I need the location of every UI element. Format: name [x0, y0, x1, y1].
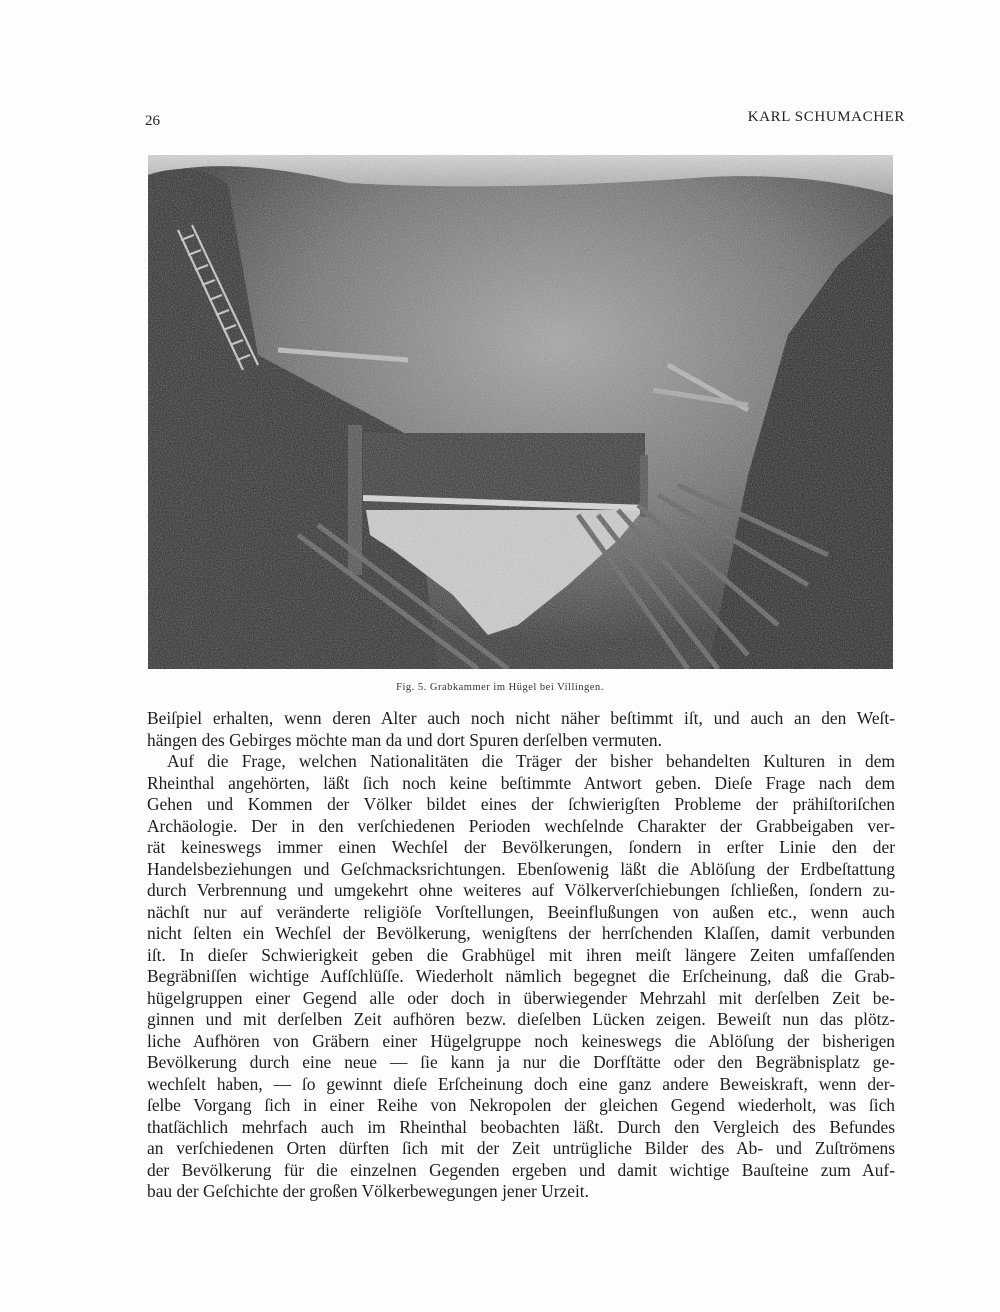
text-line: nicht ſelten ein Wechſel der Bevölkerung, wenigſtens der herrſchenden Klaſſen, damit verbunden	[147, 923, 895, 943]
text-line: Archäologie. Der in den verſchiedenen Perioden wechſelnde Charakter der Grabbeigaben ver-	[147, 815, 895, 836]
running-header-author: KARL SCHUMACHER	[747, 109, 905, 125]
text-line: liche Aufhören von Gräbern einer Hügelgruppe noch keineswegs die Ablöſung der bisherigen	[147, 1030, 895, 1051]
text-line: Rheinthal angehörten, läßt ſich noch keine beſtimmte Antwort geben. Dieſe Frage nach dem	[147, 772, 895, 793]
text-line: ſelbe Vorgang ſich in einer Reihe von Nekropolen der gleichen Gegend wiederholt, was ſich	[147, 1095, 895, 1115]
text-line: hügelgruppen einer Gegend alle oder doch in überwiegender Mehrzahl mit derſelben Zeit be-	[147, 987, 895, 1008]
text-line: an verſchiedenen Orten dürften ſich mit der Zeit untrügliche Bilder des Ab- und Zuſtrömens	[147, 1138, 895, 1158]
body-text	[147, 708, 895, 1203]
photo-grain	[148, 155, 893, 669]
text-line: Handelsbeziehungen und Geſchmacksrichtungen. Ebenſowenig läßt die Ablöſung der Erdbeſtattung	[147, 858, 895, 879]
page-number: 26	[145, 113, 160, 129]
text-line: rät keineswegs immer einen Wechſel der Bevölkerungen, ſondern in erſter Linie den der	[147, 837, 895, 857]
text-line: Auf die Frage, welchen Nationalitäten die Träger der bisher behandelten Kulturen in dem	[167, 751, 895, 771]
text-line: hängen des Gebirges möchte man da und dort Spuren derſelben vermuten.	[147, 729, 662, 750]
text-line: ginnen und mit derſelben Zeit aufhören bezw. dieſelben Lücken zeigen. Beweiſt nun das plötz-	[147, 1009, 895, 1029]
text-line: der Bevölkerung für die einzelnen Gegenden ergeben und damit wichtige Bauſteine zum Auf-	[147, 1159, 895, 1180]
text-line: Begräbniſſen wichtige Aufſchlüſſe. Wiederholt nämlich begegnet die Erſcheinung, daß die Grab-	[147, 966, 895, 986]
text-line: iſt. In dieſer Schwierigkeit geben die Grabhügel mit ihren meiſt längere Zeiten umfaſſenden	[147, 944, 895, 965]
text-line: durch Verbrennung und umgekehrt ohne weiteres auf Völkerverſchiebungen ſchließen, ſondern zu-	[147, 880, 895, 900]
text-line: Beiſpiel erhalten, wenn deren Alter auch noch nicht näher beſtimmt iſt, und auch an den Weſt-	[147, 708, 895, 728]
text-line: wechſelt haben, — ſo gewinnt dieſe Erſcheinung doch eine ganz andere Beweiskraft, wenn der-	[147, 1073, 895, 1094]
excavation-photo	[148, 155, 893, 669]
text-line: thatſächlich mehrfach auch im Rheinthal beobachten läßt. Durch den Vergleich des Befundes	[147, 1116, 895, 1137]
figure-caption: Fig. 5. Grabkammer im Hügel bei Villingen.	[396, 682, 604, 693]
text-line: Bevölkerung durch eine neue — ſie kann ja nur die Dorfſtätte oder den Begräbnisplatz ge-	[147, 1052, 895, 1072]
text-line: bau der Geſchichte der großen Völkerbewegungen jener Urzeit.	[147, 1181, 589, 1201]
text-line: nächſt nur auf veränderte religiöſe Vorſtellungen, Beeinflußungen von außen etc., wenn auch	[147, 901, 895, 922]
text-line: Gehen und Kommen der Völker bildet eines der ſchwierigſten Probleme der prähiſtoriſchen	[147, 794, 895, 814]
figure-photograph	[148, 155, 893, 669]
